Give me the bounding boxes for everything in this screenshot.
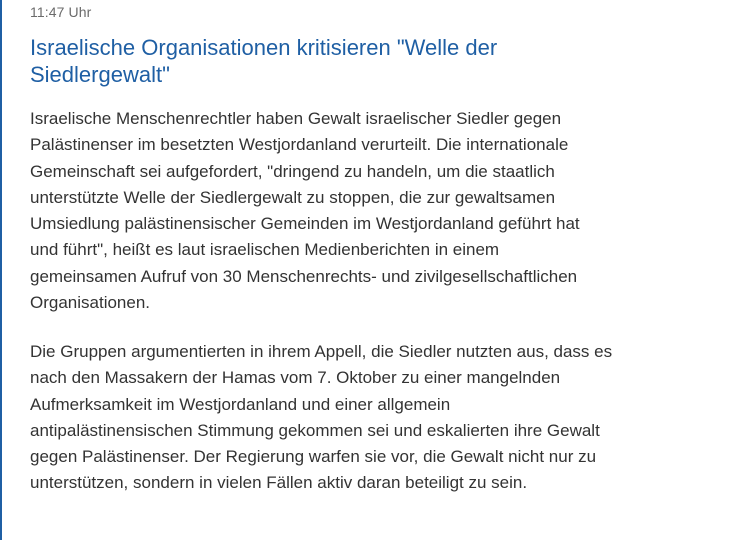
paragraph-line: Umsiedlung palästinensischer Gemeinden im Westjordanland geführt hat: [30, 214, 580, 234]
headline-line: Siedlergewalt": [30, 62, 170, 87]
paragraph-line: gegen Palästinenser. Der Regierung warfen sie vor, die Gewalt nicht nur zu: [30, 447, 597, 467]
paragraph-line: Palästinenser im besetzten Westjordanland verurteilt. Die internationale: [30, 135, 569, 155]
paragraph-line: unterstützte Welle der Siedlergewalt zu stoppen, die zur gewaltsamen: [30, 187, 556, 207]
paragraph-line: Gemeinschaft sei aufgefordert, "dringend zu handeln, um die staatlich: [30, 161, 555, 181]
paragraph-line: Aufmerksamkeit im Westjordanland und einer allgemein: [30, 394, 451, 414]
paragraph-line: und führt", heißt es laut israelischen Medienberichten in einem: [30, 240, 500, 260]
body-paragraph-2: [30, 339, 720, 497]
paragraph-line: Die Gruppen argumentierten in ihrem Appell, die Siedler nutzten aus, dass es: [30, 342, 613, 361]
paragraph-line: unterstützen, sondern in vielen Fällen aktiv daran beteiligt zu sein.: [30, 473, 528, 493]
headline-line: Israelische Organisationen kritisieren "Welle der: [30, 35, 498, 60]
paragraph-line: antipalästinensischen Stimmung gekommen sei und eskalierten ihre Gewalt: [30, 420, 600, 440]
paragraph-line: Organisationen.: [30, 293, 151, 313]
paragraph-line: gemeinsamen Aufruf von 30 Menschenrechts- und zivilgesellschaftlichen: [30, 266, 578, 286]
paragraph-line: nach den Massakern der Hamas vom 7. Oktober zu einer mangelnden: [30, 368, 561, 388]
paragraph-line: Israelische Menschenrechtler haben Gewalt israelischer Siedler gegen: [30, 109, 562, 128]
body-paragraph-1: [30, 106, 720, 316]
entry-timestamp: 11:47 Uhr: [30, 4, 92, 20]
entry-headline: [30, 34, 710, 88]
